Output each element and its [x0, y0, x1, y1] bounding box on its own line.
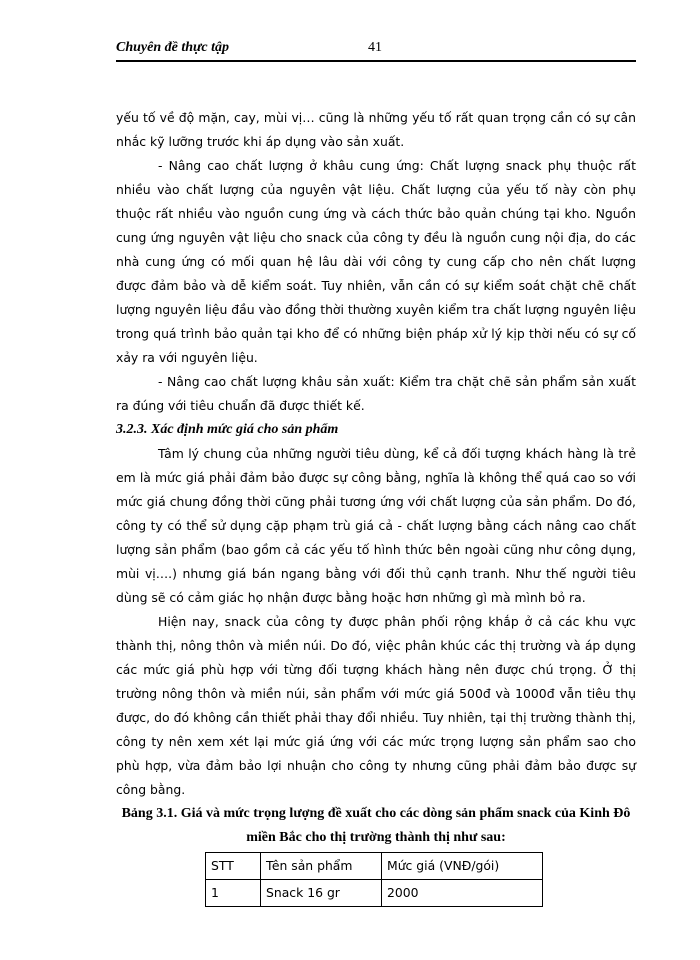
- table-header-cell: Mức giá (VNĐ/gói): [382, 853, 543, 880]
- page-header: [116, 40, 634, 58]
- document-body: [116, 106, 636, 907]
- paragraph: yếu tố về độ mặn, cay, mùi vị… cũng là những yếu tố rất quan trọng cần có sự cân nhắc kỹ lưỡng trước khi áp dụng vào sản xuất.: [116, 110, 636, 149]
- price-table: [205, 852, 543, 907]
- table-header-cell: Tên sản phẩm: [261, 853, 382, 880]
- paragraph: - Nâng cao chất lượng ở khâu cung ứng: Chất lượng snack phụ thuộc rất nhiều vào chất lượng của nguyên vật liệu. Chất lượng của yếu tố này còn phụ thuộc rất nhiều vào nguồn cung ứng và cách thức bảo quản chúng tại kho. Nguồn cung ứng nguyên vật liệu cho snack của công ty đều là nguồn cung nội địa, do các nhà cung ứng có mối quan hệ lâu dài với công ty cung cấp cho nên chất lượng được đảm bảo và dễ kiểm soát. Tuy nhiên, vẫn cần có sự kiểm soát chặt chẽ chất lượng nguyên liệu đầu vào đồng thời thường xuyên kiểm tra chất lượng nguyên liệu trong quá trình bảo quản tại kho để có những biện pháp xử lý kịp thời nếu có sự cố xảy ra với nguyên liệu.: [116, 158, 636, 365]
- table-header-row: [206, 853, 543, 880]
- table-caption: Bảng 3.1. Giá và mức trọng lượng đề xuất cho các dòng sản phẩm snack của Kinh Đô miền Bắc cho thị trường thành thị như sau:: [121, 806, 631, 845]
- table-header-cell: STT: [206, 853, 261, 880]
- page-number: 41: [368, 40, 382, 55]
- header-divider: [116, 60, 636, 62]
- table-cell: 1: [206, 880, 261, 907]
- table-cell: 2000: [382, 880, 543, 907]
- header-title: Chuyên đề thực tập: [116, 40, 230, 55]
- paragraph: Hiện nay, snack của công ty được phân phối rộng khắp ở cả các khu vực thành thị, nông thôn và miền núi. Do đó, việc phân khúc các thị trường và áp dụng các mức giá phù hợp với từng đối tượng khách hàng nên được chú trọng. Ở thị trường nông thôn và miền núi, sản phẩm với mức giá 500đ và 1000đ vẫn tiêu thụ được, do đó không cần thiết phải thay đổi nhiều. Tuy nhiên, tại thị trường thành thị, công ty nên xem xét lại mức giá ứng với các mức trọng lượng sản phẩm sao cho phù hợp, vừa đảm bảo lợi nhuận cho công ty nhưng cũng phải đảm bảo được sự công bằng.: [116, 614, 636, 797]
- table-row: [206, 880, 543, 907]
- paragraph: Tâm lý chung của những người tiêu dùng, kể cả đối tượng khách hàng là trẻ em là mức giá phải đảm bảo được sự công bằng, nghĩa là không thể quá cao so với mức giá chung đồng thời cũng phải tương ứng với chất lượng của sản phẩm. Do đó, công ty có thể sử dụng cặp phạm trù giá cả - chất lượng bằng cách nâng cao chất lượng sản phẩm (bao gồm cả các yếu tố hình thức bên ngoài cũng như công dụng, mùi vị….) nhưng giá bán ngang bằng với đối thủ cạnh tranh. Như thế người tiêu dùng sẽ có cảm giác họ nhận được bằng hoặc hơn những gì mà mình bỏ ra.: [116, 446, 636, 605]
- paragraph: - Nâng cao chất lượng khâu sản xuất: Kiểm tra chặt chẽ sản phẩm sản xuất ra đúng với tiêu chuẩn đã được thiết kế.: [116, 374, 636, 413]
- table-cell: Snack 16 gr: [261, 880, 382, 907]
- section-heading: 3.2.3. Xác định mức giá cho sản phẩm: [116, 422, 339, 437]
